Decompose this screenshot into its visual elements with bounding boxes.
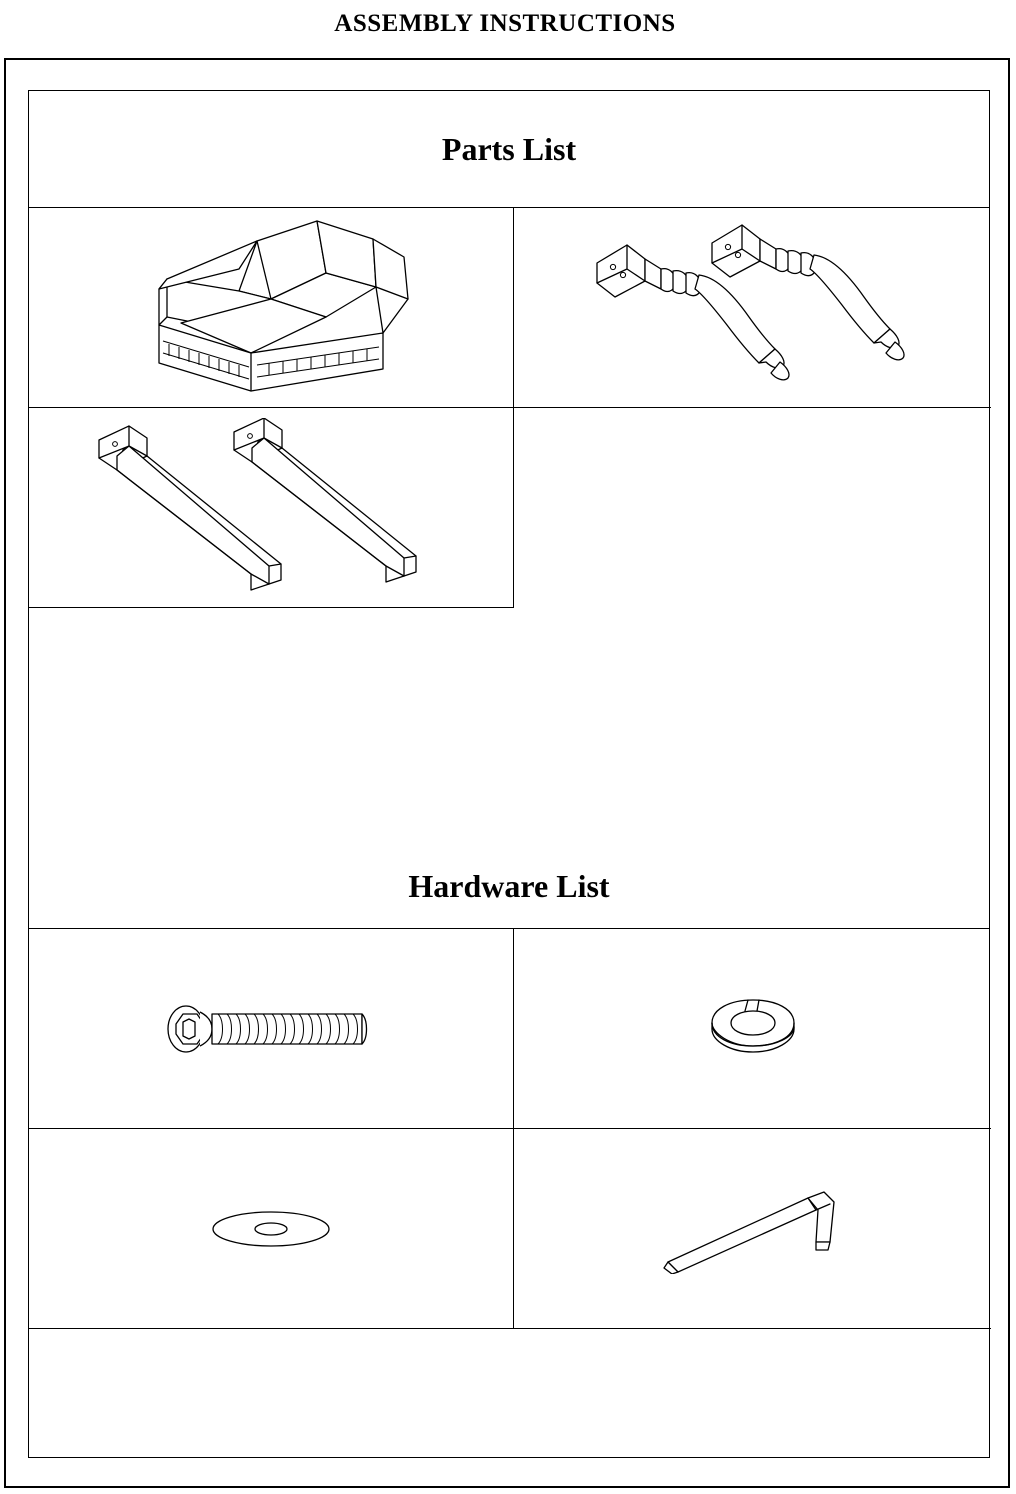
- flat-washer-icon: [206, 1199, 336, 1259]
- hex-socket-bolt-icon: [156, 994, 386, 1064]
- hardware-cell-flat-washer: [29, 1129, 514, 1329]
- lock-washer-icon: [698, 989, 808, 1069]
- page-border: [4, 58, 1010, 1488]
- armchair-icon: [121, 213, 421, 403]
- hardware-list-heading: Hardware List: [29, 844, 989, 929]
- parts-cell-empty: [514, 408, 991, 608]
- parts-cell-chair-body: [29, 208, 514, 408]
- parts-cell-front-legs: [514, 208, 991, 408]
- page-title: ASSEMBLY INSTRUCTIONS: [334, 10, 676, 37]
- parts-list-heading: Parts List: [29, 91, 989, 208]
- allen-wrench-icon: [658, 1184, 848, 1274]
- content-table: [28, 90, 990, 1458]
- hardware-cell-hex-bolt: [29, 929, 514, 1129]
- straight-rail-icon: [91, 418, 451, 598]
- hardware-cell-allen-wrench: [514, 1129, 991, 1329]
- hardware-cell-lock-washer: [514, 929, 991, 1129]
- turned-leg-icon: [583, 223, 923, 393]
- footer-note-row: [29, 1329, 991, 1457]
- parts-cell-side-rails: [29, 408, 514, 608]
